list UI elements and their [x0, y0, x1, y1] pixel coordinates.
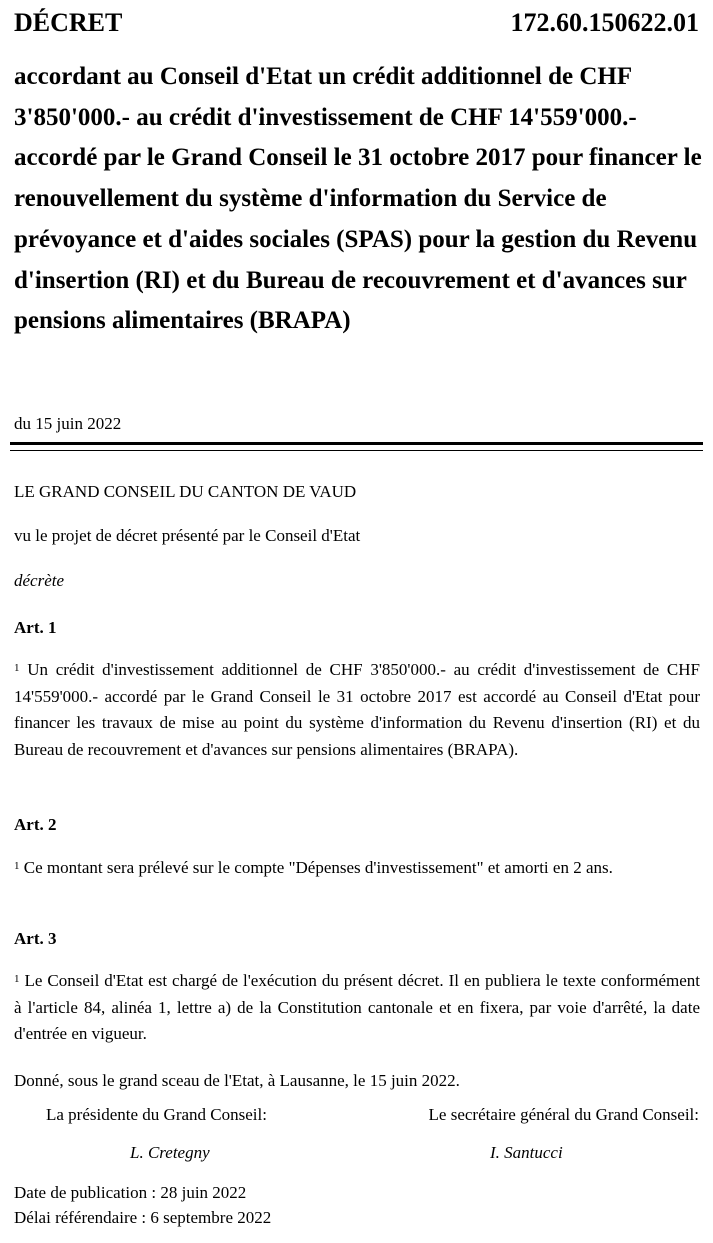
president-name: L. Cretegny [130, 1143, 210, 1162]
paragraph-marker: 1 [14, 973, 20, 985]
closing-formula: Donné, sous le grand sceau de l'Etat, à Lausanne, le 15 juin 2022. [14, 1071, 460, 1090]
article-2-text: $^1$ Ce montant sera prélevé sur le compte "Dépenses d'investissement" et amorti en 2 ans. [14, 858, 613, 877]
article-2-heading: Art. 2 [14, 815, 57, 834]
article-3-text: $^1$ Le Conseil d'Etat est chargé de l'exécution du présent décret. Il en publiera le texte conformément à l'article 84, alinéa 1, lettre a) de la Constitution cantonale et en fixera, par voie d'arrêté, la date d'entrée en vigueur. [14, 971, 700, 1043]
document-number: 172.60.150622.01 [510, 8, 699, 37]
secretary-name: I. Santucci [490, 1143, 563, 1162]
document-type: DÉCRET [14, 8, 123, 37]
decree-title: accordant au Conseil d'Etat un crédit additionnel de CHF 3'850'000.- au crédit d'investissement de CHF 14'559'000.- accordé par le Grand Conseil le 31 octobre 2017 pour financer le renouvellement du système d'information du Service de prévoyance et d'aides sociales (SPAS) pour la gestion du Revenu d'insertion (RI) et du Bureau de recouvrement et d'avances sur pensions alimentaires (BRAPA) [14, 63, 702, 335]
decree-date: du 15 juin 2022 [14, 414, 122, 433]
article-3-heading: Art. 3 [14, 929, 57, 948]
referendum-deadline: Délai référendaire : 6 septembre 2022 [14, 1208, 272, 1227]
secretary-role: Le secrétaire général du Grand Conseil: [428, 1105, 699, 1124]
thick-divider [10, 442, 703, 445]
paragraph-marker: 1 [14, 860, 20, 872]
considering-clause: vu le projet de décret présenté par le Conseil d'Etat [14, 526, 361, 545]
thin-divider [10, 450, 703, 451]
paragraph-marker: 1 [14, 662, 20, 674]
authority: LE GRAND CONSEIL DU CANTON DE VAUD [14, 482, 357, 501]
decree-verb: décrète [14, 571, 65, 590]
president-role: La présidente du Grand Conseil: [46, 1105, 267, 1124]
article-1-text: $^1$ Un crédit d'investissement additionnel de CHF 3'850'000.- au crédit d'investissement de CHF 14'559'000.- accordé par le Grand Conseil le 31 octobre 2017 est accordé au Conseil d'Etat pour financer les travaux de mise au point du système d'information du Revenu d'insertion (RI) et du Bureau de recouvrement et d'avances sur pensions alimentaires (BRAPA). [14, 660, 700, 759]
article-1-heading: Art. 1 [14, 618, 57, 637]
publication-date: Date de publication : 28 juin 2022 [14, 1183, 247, 1202]
